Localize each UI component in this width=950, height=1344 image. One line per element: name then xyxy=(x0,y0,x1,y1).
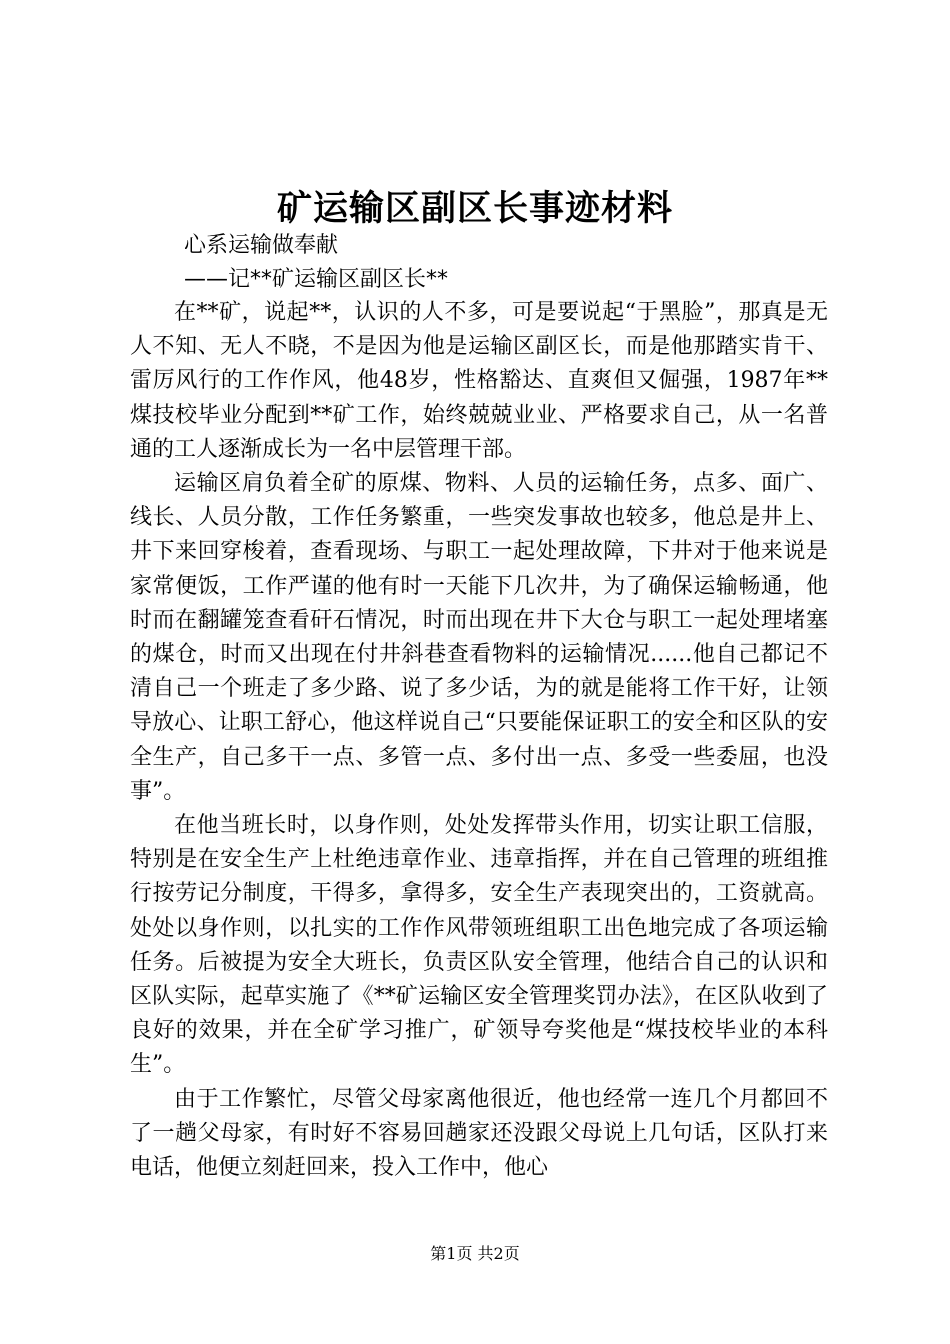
paragraph: 运输区肩负着全矿的原煤、物料、人员的运输任务，点多、面广、线长、人员分散，工作任务繁重，一些突发事故也较多，他总是井上、井下来回穿梭着，查看现场、与职工一起处理故障，下井对于他来说是家常便饭，工作严谨的他有时一天能下几次井，为了确保运输畅通，他时而在翻罐笼查看矸石情况，时而出现在井下大仓与职工一起处理堵塞的煤仓，时而又出现在付井斜巷查看物料的运输情况......他自己都记不清自己一个班走了多少路、说了多少话，为的就是能将工作干好，让领导放心、让职工舒心，他这样说自己“只要能保证职工的安全和区队的安全生产，自己多干一点、多管一点、多付出一点、多受一些委屈，也没事”。 xyxy=(130,471,828,804)
document-body xyxy=(130,296,828,1185)
document-byline: ——记**矿运输区副区长** xyxy=(184,267,449,292)
paragraph: 在他当班长时，以身作则，处处发挥带头作用，切实让职工信服，特别是在安全生产上杜绝违章作业、违章指挥，并在自己管理的班组推行按劳记分制度，干得多，拿得多，安全生产表现突出的，工资就高。处处以身作则，以扎实的工作作风带领班组职工出色地完成了各项运输任务。后被提为安全大班长，负责区队安全管理，他结合自己的认识和区队实际，起草实施了《**矿运输区安全管理奖罚办法》，在区队收到了良好的效果，并在全矿学习推广，矿领导夸奖他是“煤技校毕业的本科生”。 xyxy=(130,813,828,1078)
paragraph: 在**矿，说起**，认识的人不多，可是要说起“于黑脸”，那真是无人不知、无人不晓，不是因为他是运输区副区长，而是他那踏实肯干、雷厉风行的工作作风，他48岁，性格豁达、直爽但又倔强，1987年**煤技校毕业分配到**矿工作，始终兢兢业业、严格要求自己，从一名普通的工人逐渐成长为一名中层管理干部。 xyxy=(130,300,828,462)
page-footer: 第1页 共2页 xyxy=(430,1244,520,1263)
document-subtitle: 心系运输做奉献 xyxy=(184,233,339,258)
paragraph: 由于工作繁忙，尽管父母家离他很近，他也经常一连几个月都回不了一趟父母家，有时好不容易回趟家还没跟父母说上几句话，区队打来电话，他便立刻赶回来，投入工作中，他心 xyxy=(130,1086,828,1181)
document-title: 矿运输区副区长事迹材料 xyxy=(276,188,673,229)
